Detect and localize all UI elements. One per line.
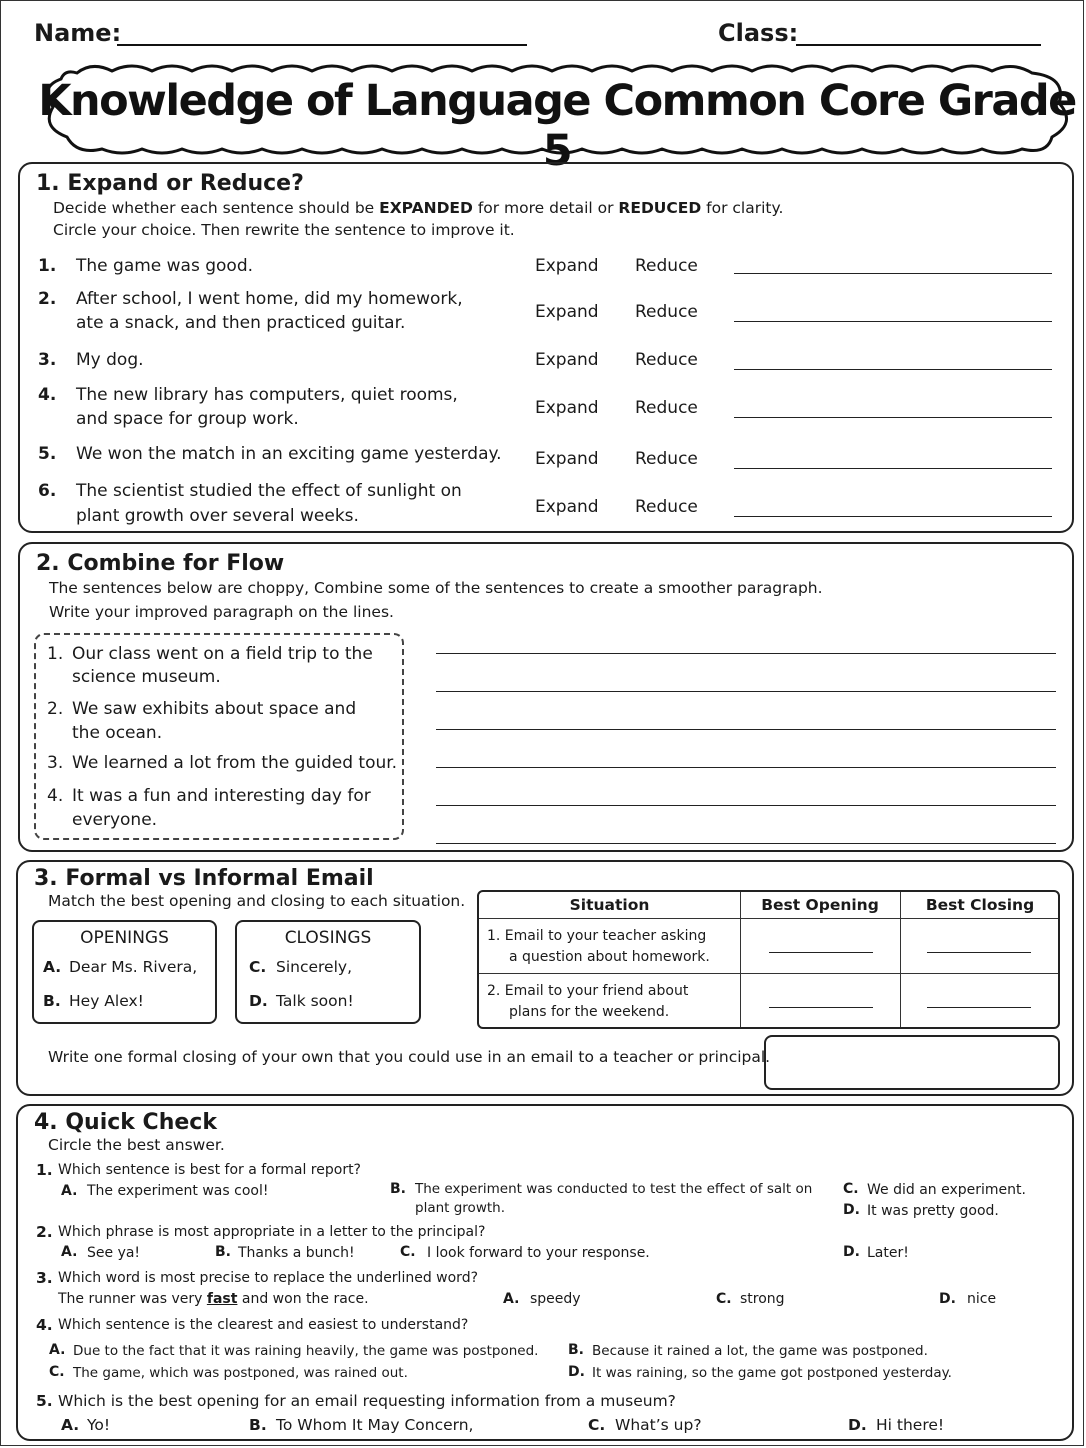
expand-choice[interactable]: Expand xyxy=(535,256,599,276)
reduce-choice[interactable]: Reduce xyxy=(635,449,698,469)
choppy-number: 1. xyxy=(47,644,64,664)
instruction-text: Decide whether each sentence should be xyxy=(53,199,380,217)
answer-letter[interactable]: B. xyxy=(568,1342,584,1358)
answer-letter[interactable]: D. xyxy=(848,1416,867,1434)
table-divider xyxy=(479,973,1058,974)
question-number: 1. xyxy=(36,1161,53,1179)
section3-title: 3. Formal vs Informal Email xyxy=(34,866,374,891)
item-number: 1. xyxy=(38,256,57,276)
opening-letter: B. xyxy=(43,992,61,1010)
answer-letter[interactable]: C. xyxy=(843,1181,859,1197)
answer-letter[interactable]: A. xyxy=(61,1416,80,1434)
answer-text[interactable]: The game, which was postponed, was rained out. xyxy=(73,1365,408,1381)
expand-choice[interactable]: Expand xyxy=(535,350,599,370)
section2-title: 2. Combine for Flow xyxy=(36,551,285,576)
choppy-number: 2. xyxy=(47,699,64,719)
section2-instruction2: Write your improved paragraph on the lines. xyxy=(49,603,394,621)
closing-answer-line[interactable] xyxy=(927,1007,1031,1008)
situation-text-cont: a question about homework. xyxy=(509,949,710,965)
closing-answer-line[interactable] xyxy=(927,952,1031,953)
item-sentence: The game was good. xyxy=(76,256,254,276)
answer-text[interactable]: Yo! xyxy=(87,1416,111,1434)
opening-answer-line[interactable] xyxy=(769,952,873,953)
item-sentence: My dog. xyxy=(76,350,144,370)
formal-closing-prompt: Write one formal closing of your own that you could use in an email to a teacher or principal. xyxy=(48,1048,771,1066)
answer-letter[interactable]: A. xyxy=(61,1244,78,1260)
item-sentence: The new library has computers, quiet rooms, xyxy=(76,385,458,405)
answer-text[interactable]: What’s up? xyxy=(615,1416,702,1434)
instruction-bold-expanded: EXPANDED xyxy=(379,199,473,217)
rewrite-line[interactable] xyxy=(734,369,1052,370)
name-line[interactable] xyxy=(117,44,527,46)
reduce-choice[interactable]: Reduce xyxy=(635,350,698,370)
answer-text[interactable]: The experiment was conducted to test the effect of salt on xyxy=(415,1181,813,1197)
paragraph-line[interactable] xyxy=(436,653,1056,654)
closing-letter: C. xyxy=(249,958,267,976)
section4-instruction: Circle the best answer. xyxy=(48,1136,225,1154)
answer-text[interactable]: Hi there! xyxy=(876,1416,945,1434)
answer-letter[interactable]: B. xyxy=(249,1416,267,1434)
choppy-sentence-cont: the ocean. xyxy=(72,723,163,743)
closing-text: Sincerely, xyxy=(276,958,353,976)
answer-letter[interactable]: C. xyxy=(400,1244,416,1260)
paragraph-line[interactable] xyxy=(436,805,1056,806)
paragraph-line[interactable] xyxy=(436,691,1056,692)
instruction-text: for clarity. xyxy=(701,199,784,217)
answer-letter[interactable]: A. xyxy=(49,1342,66,1358)
answer-text[interactable]: nice xyxy=(967,1291,997,1307)
item-sentence-cont: and space for group work. xyxy=(76,409,299,429)
answer-text[interactable]: It was pretty good. xyxy=(867,1203,999,1219)
reduce-choice[interactable]: Reduce xyxy=(635,398,698,418)
paragraph-line[interactable] xyxy=(436,729,1056,730)
item-number: 4. xyxy=(38,385,57,405)
item-number: 5. xyxy=(38,444,57,464)
choppy-sentence: It was a fun and interesting day for xyxy=(72,786,371,806)
answer-letter[interactable]: D. xyxy=(843,1202,860,1218)
question-number: 5. xyxy=(36,1392,53,1410)
expand-choice[interactable]: Expand xyxy=(535,398,599,418)
sentence-text: and won the race. xyxy=(237,1291,369,1307)
situation-text: 2. Email to your friend about xyxy=(487,983,689,999)
opening-letter: A. xyxy=(43,958,62,976)
closing-text: Talk soon! xyxy=(276,992,354,1010)
choppy-sentence: We saw exhibits about space and xyxy=(72,699,357,719)
answer-text[interactable]: strong xyxy=(740,1291,785,1307)
situation-text-cont: plans for the weekend. xyxy=(509,1004,670,1020)
openings-title: OPENINGS xyxy=(80,928,169,948)
paragraph-line[interactable] xyxy=(436,843,1056,844)
item-sentence-cont: ate a snack, and then practiced guitar. xyxy=(76,313,406,333)
reduce-choice[interactable]: Reduce xyxy=(635,256,698,276)
rewrite-line[interactable] xyxy=(734,516,1052,517)
answer-letter[interactable]: D. xyxy=(843,1244,860,1260)
rewrite-line[interactable] xyxy=(734,468,1052,469)
reduce-choice[interactable]: Reduce xyxy=(635,497,698,517)
answer-letter[interactable]: C. xyxy=(588,1416,606,1434)
answer-text[interactable]: I look forward to your response. xyxy=(427,1245,650,1261)
underlined-word: fast xyxy=(206,1291,238,1307)
item-sentence: The scientist studied the effect of sunlight on xyxy=(76,481,462,501)
section2-instruction: The sentences below are choppy, Combine some of the sentences to create a smoother paragraph. xyxy=(49,579,823,597)
answer-letter[interactable]: B. xyxy=(390,1181,406,1197)
choppy-number: 3. xyxy=(47,753,64,773)
item-number: 2. xyxy=(38,289,57,309)
section3-instruction: Match the best opening and closing to each situation. xyxy=(48,892,466,910)
section4-title: 4. Quick Check xyxy=(34,1110,217,1135)
question-number: 2. xyxy=(36,1223,53,1241)
answer-text[interactable]: To Whom It May Concern, xyxy=(276,1416,474,1434)
answer-text[interactable]: It was raining, so the game got postponed yesterday. xyxy=(592,1365,952,1381)
question-number: 3. xyxy=(36,1269,53,1287)
answer-letter[interactable]: B. xyxy=(215,1244,231,1260)
opening-answer-line[interactable] xyxy=(769,1007,873,1008)
expand-choice[interactable]: Expand xyxy=(535,302,599,322)
choppy-sentence-cont: everyone. xyxy=(72,810,158,830)
question-text: Which is the best opening for an email requesting information from a museum? xyxy=(58,1392,676,1410)
page-title: Knowledge of Language Common Core Grade 5 xyxy=(38,76,1076,176)
answer-letter[interactable]: C. xyxy=(49,1364,65,1380)
choppy-number: 4. xyxy=(47,786,64,806)
closing-letter: D. xyxy=(249,992,268,1010)
question-text: Which sentence is the clearest and easiest to understand? xyxy=(58,1317,469,1333)
question-number: 4. xyxy=(36,1316,53,1334)
situation-text: 1. Email to your teacher asking xyxy=(487,928,707,944)
answer-text-cont[interactable]: plant growth. xyxy=(415,1200,505,1216)
answer-text[interactable]: Because it rained a lot, the game was postponed. xyxy=(592,1343,928,1359)
item-number: 3. xyxy=(38,350,57,370)
answer-letter[interactable]: A. xyxy=(61,1183,78,1199)
question-sentence xyxy=(58,1291,369,1307)
answer-letter[interactable]: C. xyxy=(716,1291,732,1307)
section-expand-reduce xyxy=(18,162,1074,533)
answer-text[interactable]: See ya! xyxy=(87,1245,141,1261)
choppy-sentence: Our class went on a field trip to the xyxy=(72,644,373,664)
header-best-opening: Best Opening xyxy=(761,896,879,914)
item-number: 6. xyxy=(38,481,57,501)
rewrite-line[interactable] xyxy=(734,321,1052,322)
section1-instruction xyxy=(53,199,783,217)
answer-letter[interactable]: D. xyxy=(939,1291,956,1307)
reduce-choice[interactable]: Reduce xyxy=(635,302,698,322)
answer-text[interactable]: speedy xyxy=(530,1291,581,1307)
choppy-sentence-cont: science museum. xyxy=(72,667,221,687)
sentence-text: The runner was very xyxy=(58,1291,207,1307)
answer-text[interactable]: Thanks a bunch! xyxy=(238,1245,355,1261)
name-label: Name: xyxy=(34,19,122,47)
header-best-closing: Best Closing xyxy=(925,896,1035,914)
rewrite-line[interactable] xyxy=(734,273,1052,274)
choppy-sentence: We learned a lot from the guided tour. xyxy=(72,753,398,773)
item-sentence: After school, I went home, did my homework, xyxy=(76,289,463,309)
class-line[interactable] xyxy=(796,44,1041,46)
section1-instruction2: Circle your choice. Then rewrite the sentence to improve it. xyxy=(53,221,515,239)
question-text: Which sentence is best for a formal report? xyxy=(58,1162,361,1178)
formal-closing-answer-box[interactable] xyxy=(764,1035,1060,1090)
answer-letter[interactable]: D. xyxy=(568,1364,585,1380)
paragraph-line[interactable] xyxy=(436,767,1056,768)
expand-choice[interactable]: Expand xyxy=(535,449,599,469)
class-label: Class: xyxy=(718,19,799,47)
opening-text: Hey Alex! xyxy=(69,992,144,1010)
answer-text[interactable]: The experiment was cool! xyxy=(87,1183,269,1199)
answer-text[interactable]: Later! xyxy=(867,1245,909,1261)
instruction-text: for more detail or xyxy=(472,199,619,217)
section1-title: 1. Expand or Reduce? xyxy=(36,171,304,196)
answer-text[interactable]: Due to the fact that it was raining heavily, the game was postponed. xyxy=(73,1343,539,1359)
answer-letter[interactable]: A. xyxy=(503,1291,520,1307)
item-sentence: We won the match in an exciting game yesterday. xyxy=(76,444,502,464)
rewrite-line[interactable] xyxy=(734,417,1052,418)
table-divider xyxy=(479,918,1058,919)
question-text: Which word is most precise to replace the underlined word? xyxy=(58,1270,479,1286)
question-text: Which phrase is most appropriate in a letter to the principal? xyxy=(58,1224,486,1240)
answer-text[interactable]: We did an experiment. xyxy=(867,1182,1026,1198)
closings-title: CLOSINGS xyxy=(284,928,372,948)
instruction-bold-reduced: REDUCED xyxy=(618,199,702,217)
opening-text: Dear Ms. Rivera, xyxy=(69,958,198,976)
item-sentence-cont: plant growth over several weeks. xyxy=(76,506,359,526)
header-situation: Situation xyxy=(569,896,650,914)
expand-choice[interactable]: Expand xyxy=(535,497,599,517)
